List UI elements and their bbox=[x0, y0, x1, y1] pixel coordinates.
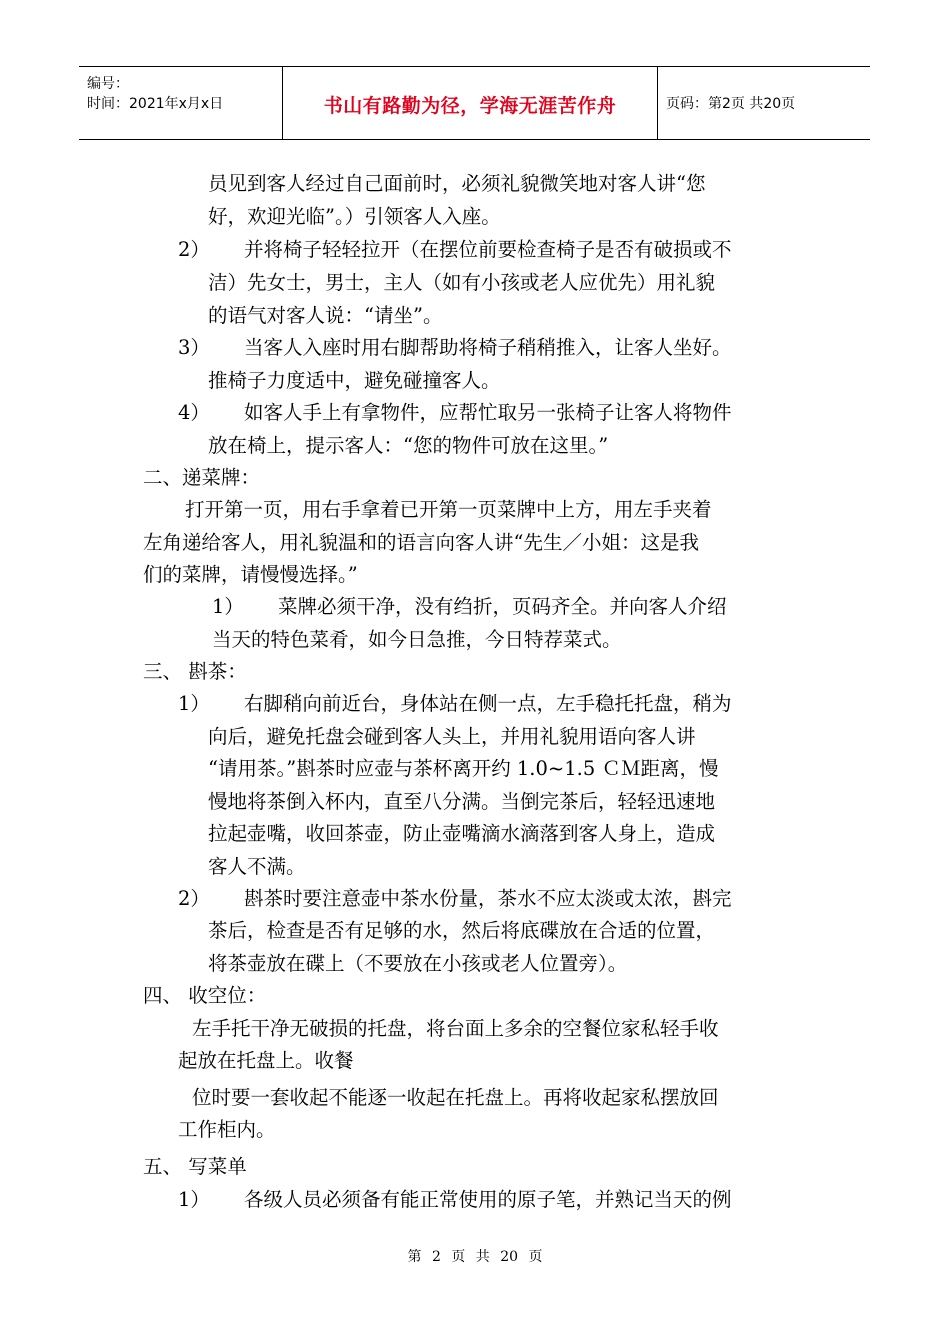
body-line: 洁）先女士，男士，主人（如有小孩或老人应优先）用礼貌 bbox=[208, 271, 716, 294]
header-table bbox=[79, 66, 870, 140]
section-heading: 三、 斟茶： bbox=[143, 660, 247, 683]
body-line: 起放在托盘上。收餐 bbox=[178, 1049, 354, 1072]
body-line: 们的菜牌，请慢慢选择。” bbox=[143, 563, 358, 586]
section-heading: 五、 写菜单 bbox=[143, 1155, 247, 1178]
page-info: 页码：第2页 共20页 bbox=[666, 96, 796, 112]
body-line: 左角递给客人，用礼貌温和的语言向客人讲“先生／小姐：这是我 bbox=[143, 531, 699, 554]
header-left-cell bbox=[79, 67, 283, 139]
body-line: 放在椅上，提示客人：“您的物件可放在这里。” bbox=[208, 434, 609, 457]
body-line: 如客人手上有拿物件，应帮忙取另一张椅子让客人将物件 bbox=[244, 401, 732, 424]
list-number: 2） bbox=[178, 238, 210, 261]
body-line: 各级人员必须备有能正常使用的原子笔，并熟记当天的例 bbox=[244, 1188, 732, 1211]
body-line: 员见到客人经过自己面前时，必须礼貌微笑地对客人讲“您 bbox=[208, 172, 706, 195]
body-line: 推椅子力度适中，避免碰撞客人。 bbox=[208, 369, 501, 392]
body-line: 客人不满。 bbox=[208, 855, 306, 878]
section-heading: 二、递菜牌： bbox=[143, 466, 261, 489]
body-line: 慢地将茶倒入杯内，直至八分满。当倒完茶后，轻轻迅速地 bbox=[208, 790, 716, 813]
body-line: 菜牌必须干净，没有绉折，页码齐全。并向客人介绍 bbox=[278, 595, 727, 618]
list-number: 2） bbox=[178, 887, 210, 910]
body-line: 斟茶时要注意壶中茶水份量，茶水不应太淡或太浓，斟完 bbox=[244, 887, 732, 910]
header-center-cell bbox=[283, 67, 658, 139]
body-line: 位时要一套收起不能逐一收起在托盘上。再将收起家私摆放回 bbox=[192, 1086, 719, 1109]
page-footer: 第 2 页 共 20 页 bbox=[407, 1249, 543, 1265]
list-number: 1） bbox=[178, 692, 210, 715]
body-line: 当客人入座时用右脚帮助将椅子稍稍推入，让客人坐好。 bbox=[244, 336, 732, 359]
body-line: 的语气对客人说：“请坐”。 bbox=[208, 304, 443, 327]
header-right-cell bbox=[658, 67, 870, 139]
body-line: 左手托干净无破损的托盘，将台面上多余的空餐位家私轻手收 bbox=[192, 1017, 719, 1040]
body-line: 茶后，检查是否有足够的水，然后将底碟放在合适的位置， bbox=[208, 919, 716, 942]
body-line: “请用茶。”斟茶时应壶与茶杯离开约 1.0~1.5 ＣＭ距离，慢 bbox=[208, 757, 719, 780]
time-label: 时间：2021年x月x日 bbox=[87, 96, 224, 112]
body-line: 右脚稍向前近台，身体站在侧一点，左手稳托托盘，稍为 bbox=[244, 692, 732, 715]
list-number: 3） bbox=[178, 336, 210, 359]
list-number: 1） bbox=[212, 595, 244, 618]
body-line: 并将椅子轻轻拉开（在摆位前要检查椅子是否有破损或不 bbox=[244, 238, 732, 261]
body-line: 向后，避免托盘会碰到客人头上，并用礼貌用语向客人讲 bbox=[208, 725, 696, 748]
doc-number-label: 编号： bbox=[87, 76, 129, 92]
list-number: 4） bbox=[178, 401, 210, 424]
body-line: 打开第一页，用右手拿着已开第一页菜牌中上方，用左手夹着 bbox=[185, 498, 712, 521]
body-line: 拉起壶嘴，收回茶壶，防止壶嘴滴水滴落到客人身上，造成 bbox=[208, 822, 716, 845]
body-line: 将茶壶放在碟上（不要放在小孩或老人位置旁）。 bbox=[208, 952, 628, 975]
body-line: 当天的特色菜肴，如今日急推，今日特荐菜式。 bbox=[212, 628, 622, 651]
body-line: 工作柜内。 bbox=[178, 1118, 276, 1141]
body-line: 好，欢迎光临”。）引领客人入座。 bbox=[208, 205, 501, 228]
header-motto: 书山有路勤为径，学海无涯苦作舟 bbox=[323, 95, 617, 117]
section-heading: 四、 收空位： bbox=[143, 984, 267, 1007]
list-number: 1） bbox=[178, 1188, 210, 1211]
